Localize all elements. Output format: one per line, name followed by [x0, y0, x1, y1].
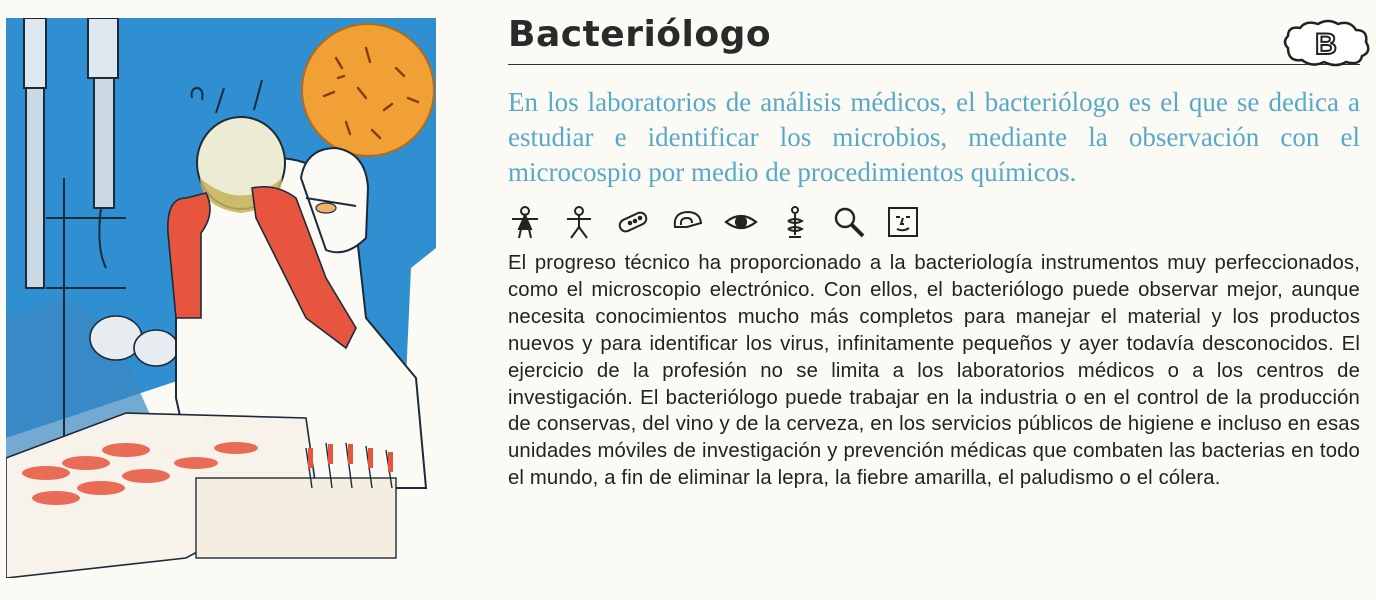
text-column — [508, 10, 1360, 492]
bacteriologist-illustration — [6, 18, 436, 578]
ear-icon — [670, 205, 704, 239]
female-figure-icon — [508, 205, 542, 239]
hand-with-sign-icon — [778, 205, 812, 239]
body-paragraph: El progreso técnico ha proporcionado a la bacteriología instrumentos muy perfeccionados, como el microscopio electrónico. Con ellos, el bacteriólogo puede observar mejor, aunque necesita conocimientos mucho más completos para manejar el material y los productos nuevos y para identificar los virus, infinitamente pequeños y ayer todavía desconocidos. El ejercicio de la profesión no se limita a los laboratorios médicos o a los centros de investigación. El bacteriólogo puede trabajar en la industria o en el control de la producción de conservas, del vino y de la cerveza, en los servicios públicos de higiene e incluso en esas unidades móviles de investigación y prevención médicas que combaten las bacterias en todo el mundo, a fin de eliminar la lepra, la fiebre amarilla, el paludismo o el cólera. — [508, 252, 1360, 490]
brand-logo-letter: B — [1315, 28, 1337, 61]
title-rule — [508, 64, 1360, 65]
eye-icon — [724, 205, 758, 239]
page-title: Bacteriólogo — [508, 14, 772, 55]
intro-paragraph: En los laboratorios de análisis médicos, el bacteriólogo es el que se dedica a estudiar e identificar los microbios, mediante la observación con el microcospio por medio de procedimientos químicos. — [508, 87, 1360, 187]
bandage-icon — [616, 205, 650, 239]
brand-logo — [1280, 18, 1372, 68]
magnifying-glass-icon — [832, 205, 866, 239]
icon-row — [508, 202, 1360, 242]
face-frame-icon — [886, 205, 920, 239]
male-figure-icon — [562, 205, 596, 239]
